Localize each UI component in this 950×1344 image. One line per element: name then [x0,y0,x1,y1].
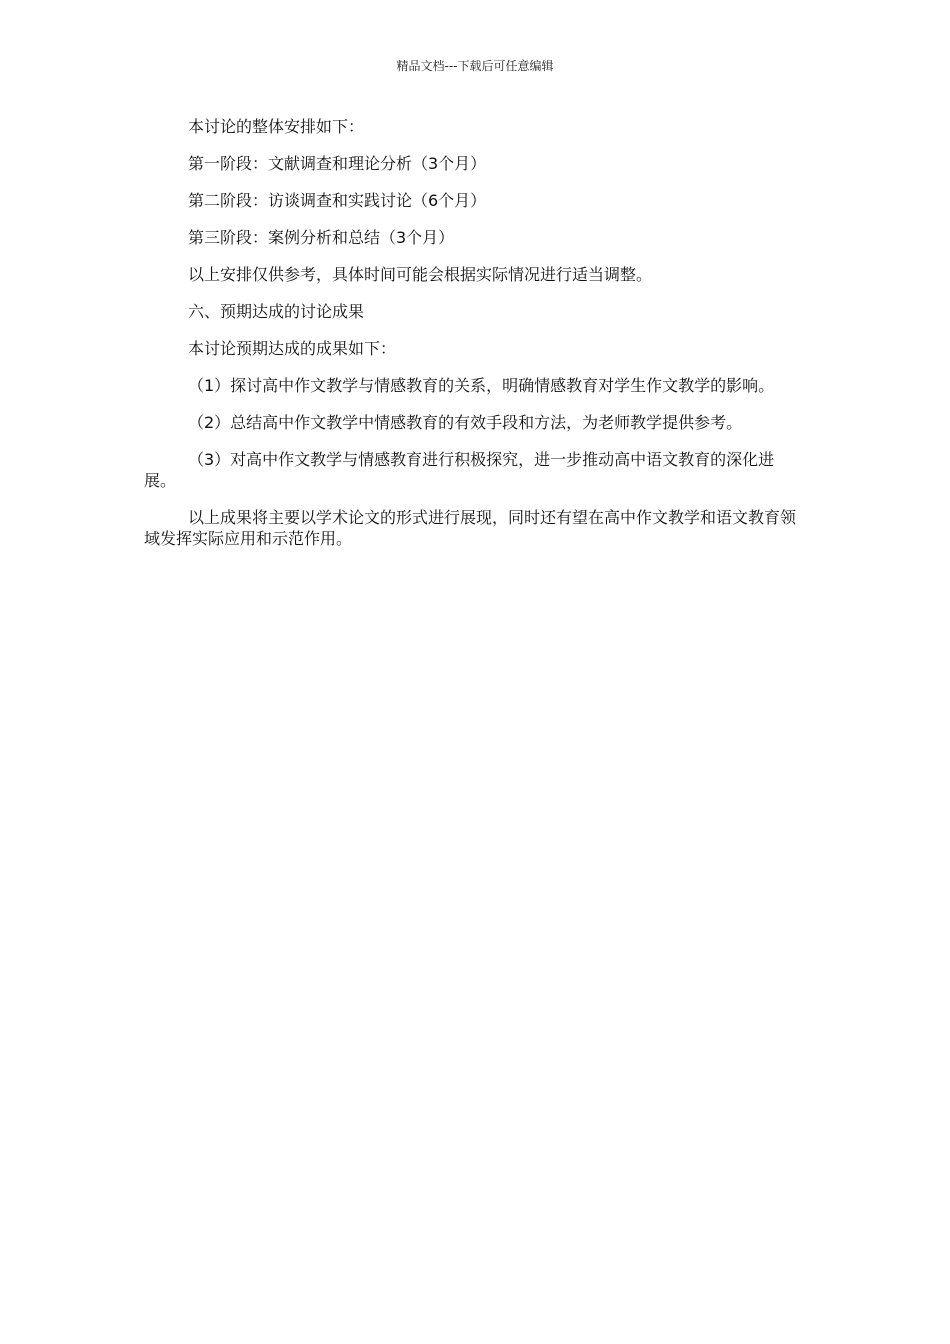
section-heading-expected-results: 六、预期达成的讨论成果 [188,302,365,321]
paragraph-schedule-note: 以上安排仅供参考，具体时间可能会根据实际情况进行适当调整。 [188,265,653,284]
list-item-result-3: （3）对高中作文教学与情感教育进行积极探究，进一步推动高中语文教育的深化进展。 [144,450,775,490]
paragraph-overall-arrangement: 本讨论的整体安排如下： [188,117,365,136]
paragraph-results-conclusion: 以上成果将主要以学术论文的形式进行展现，同时还有望在高中作文教学和语文教育领域发挥实际应用和示范作用。 [144,508,797,548]
paragraph-results-intro: 本讨论预期达成的成果如下： [188,339,397,358]
page-header: 精品文档---下载后可任意编辑 [396,59,554,73]
paragraph-phase-two: 第二阶段：访谈调查和实践讨论（6个月） [188,191,487,210]
list-item-result-1: （1）探讨高中作文教学与情感教育的关系，明确情感教育对学生作文教学的影响。 [188,376,775,395]
document-body [144,116,806,565]
paragraph-phase-three: 第三阶段：案例分析和总结（3个月） [188,228,455,247]
list-item-result-2: （2）总结高中作文教学中情感教育的有效手段和方法，为老师教学提供参考。 [188,413,743,432]
paragraph-phase-one: 第一阶段：文献调查和理论分析（3个月） [188,154,487,173]
